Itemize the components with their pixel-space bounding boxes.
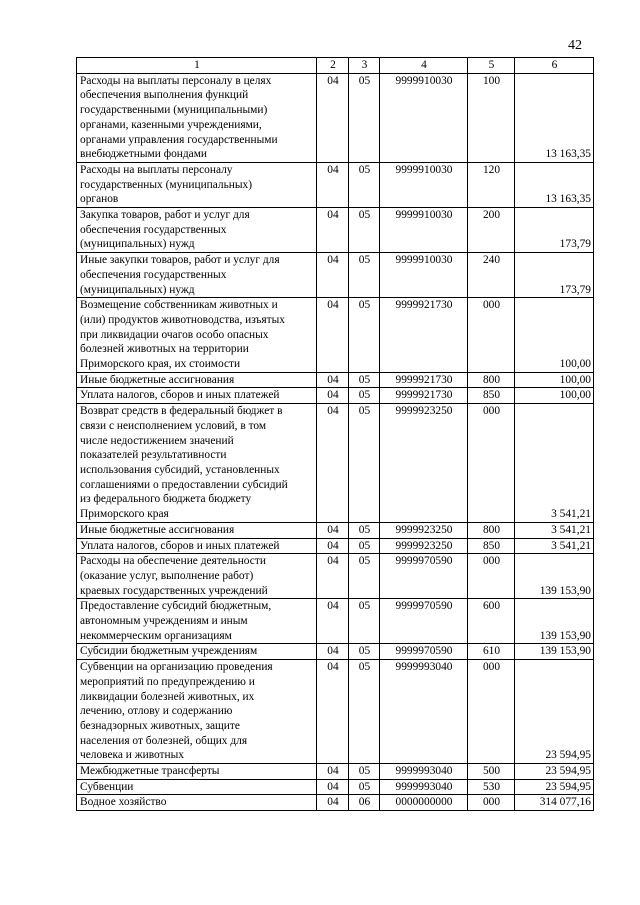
section-cell: 04 (317, 660, 349, 764)
target-code-cell: 9999923250 (380, 404, 468, 523)
amount-cell: 100,00 (515, 372, 594, 388)
expense-name-line: безнадзорных животных, защите (80, 719, 240, 732)
expense-name-line: государственных (муниципальных) (80, 178, 253, 191)
subsection-cell: 05 (349, 162, 380, 207)
expense-name-line: использования субсидий, установленных (80, 463, 280, 476)
target-code-cell: 9999970590 (380, 599, 468, 644)
expense-name-line: обеспечения государственных (80, 268, 227, 281)
section-cell: 04 (317, 599, 349, 644)
expense-name-cell (77, 522, 317, 538)
expense-name-cell (77, 554, 317, 599)
target-code-cell: 9999910030 (380, 73, 468, 162)
target-code-cell: 9999923250 (380, 522, 468, 538)
expense-name-cell (77, 208, 317, 253)
section-cell: 04 (317, 253, 349, 298)
section-cell: 04 (317, 554, 349, 599)
amount-cell: 139 153,90 (515, 599, 594, 644)
expense-name-line: органами, казенными учреждениями, (80, 118, 262, 131)
expense-name-line: Иные закупки товаров, работ и услуг для (80, 254, 280, 267)
subsection-cell: 05 (349, 372, 380, 388)
expense-name-line: Приморского края, их стоимости (80, 358, 241, 371)
subsection-cell: 05 (349, 599, 380, 644)
subsection-cell: 05 (349, 73, 380, 162)
target-code-cell: 9999910030 (380, 208, 468, 253)
expense-name-cell (77, 404, 317, 523)
section-cell: 04 (317, 73, 349, 162)
expense-name-line: Межбюджетные трансферты (80, 765, 220, 778)
expense-type-cell: 610 (468, 644, 515, 660)
expense-name-line: обеспечения государственных (80, 223, 227, 236)
amount-cell: 23 594,95 (515, 660, 594, 764)
subsection-cell: 05 (349, 779, 380, 795)
amount-cell: 13 163,35 (515, 73, 594, 162)
amount-cell: 3 541,21 (515, 522, 594, 538)
expense-type-cell: 600 (468, 599, 515, 644)
expense-name-line: (муниципальных) нужд (80, 238, 195, 251)
budget-table (76, 57, 594, 811)
section-cell: 04 (317, 404, 349, 523)
expense-name-line: (муниципальных) нужд (80, 283, 195, 296)
section-cell: 04 (317, 538, 349, 554)
expense-name-line: Уплата налогов, сборов и иных платежей (80, 389, 280, 402)
table-row (77, 644, 594, 660)
expense-name-line: обеспечения выполнения функций (80, 89, 249, 102)
expense-name-line: Субвенции на организацию проведения (80, 661, 273, 674)
expense-name-cell (77, 795, 317, 811)
subsection-cell: 05 (349, 298, 380, 373)
expense-name-line: мероприятий по предупреждению и (80, 675, 255, 688)
target-code-cell: 9999921730 (380, 298, 468, 373)
expense-type-cell: 850 (468, 388, 515, 404)
table-row (77, 599, 594, 644)
expense-name-cell (77, 764, 317, 780)
subsection-cell: 05 (349, 388, 380, 404)
target-code-cell: 9999921730 (380, 372, 468, 388)
expense-name-cell (77, 660, 317, 764)
expense-name-cell (77, 779, 317, 795)
table-row (77, 208, 594, 253)
expense-name-cell (77, 644, 317, 660)
expense-name-line: Водное хозяйство (80, 796, 167, 809)
table-row (77, 73, 594, 162)
expense-name-cell (77, 538, 317, 554)
target-code-cell: 9999993040 (380, 660, 468, 764)
expense-name-cell (77, 298, 317, 373)
amount-cell: 139 153,90 (515, 644, 594, 660)
column-header-3: 3 (349, 58, 380, 74)
expense-name-cell (77, 372, 317, 388)
table-row (77, 764, 594, 780)
subsection-cell: 06 (349, 795, 380, 811)
amount-cell: 173,79 (515, 208, 594, 253)
amount-cell: 100,00 (515, 388, 594, 404)
expense-name-cell (77, 599, 317, 644)
table-row (77, 298, 594, 373)
column-header-1: 1 (77, 58, 317, 74)
column-header-6: 6 (515, 58, 594, 74)
expense-name-line: числе недостижением значений (80, 434, 234, 447)
expense-name-line: Расходы на обеспечение деятельности (80, 555, 266, 568)
target-code-cell: 9999970590 (380, 554, 468, 599)
expense-name-line: Приморского края (80, 508, 169, 521)
table-row (77, 253, 594, 298)
section-cell: 04 (317, 644, 349, 660)
amount-cell: 13 163,35 (515, 162, 594, 207)
table-row (77, 388, 594, 404)
table-row (77, 660, 594, 764)
expense-name-line: государственными (муниципальными) (80, 104, 268, 117)
expense-type-cell: 800 (468, 522, 515, 538)
target-code-cell: 9999970590 (380, 644, 468, 660)
subsection-cell: 05 (349, 253, 380, 298)
table-row (77, 795, 594, 811)
expense-name-line: Расходы на выплаты персоналу (80, 163, 233, 176)
expense-type-cell: 000 (468, 795, 515, 811)
amount-cell: 23 594,95 (515, 779, 594, 795)
amount-cell: 139 153,90 (515, 554, 594, 599)
expense-type-cell: 240 (468, 253, 515, 298)
subsection-cell: 05 (349, 522, 380, 538)
amount-cell: 100,00 (515, 298, 594, 373)
expense-name-line: Возврат средств в федеральный бюджет в (80, 405, 283, 418)
expense-type-cell: 100 (468, 73, 515, 162)
expense-name-line: (или) продуктов животноводства, изъятых (80, 313, 286, 326)
subsection-cell: 05 (349, 764, 380, 780)
expense-name-line: показателей результативности (80, 449, 227, 462)
expense-name-line: внебюджетными фондами (80, 148, 208, 161)
section-cell: 04 (317, 795, 349, 811)
expense-name-line: Субсидии бюджетным учреждениям (80, 645, 258, 658)
expense-type-cell: 200 (468, 208, 515, 253)
expense-name-line: органами управления государственными (80, 133, 278, 146)
column-header-4: 4 (380, 58, 468, 74)
target-code-cell: 9999921730 (380, 388, 468, 404)
table-row (77, 538, 594, 554)
expense-name-line: краевых государственных учреждений (80, 584, 268, 597)
budget-table-body (77, 58, 594, 811)
target-code-cell: 0000000000 (380, 795, 468, 811)
expense-name-line: Уплата налогов, сборов и иных платежей (80, 539, 280, 552)
subsection-cell: 05 (349, 660, 380, 764)
amount-cell: 3 541,21 (515, 404, 594, 523)
table-row (77, 522, 594, 538)
column-number-row (77, 58, 594, 74)
expense-type-cell: 850 (468, 538, 515, 554)
amount-cell: 3 541,21 (515, 538, 594, 554)
expense-name-line: ликвидации болезней животных, их (80, 690, 255, 703)
expense-name-cell (77, 253, 317, 298)
expense-type-cell: 000 (468, 660, 515, 764)
expense-name-line: человека и животных (80, 749, 184, 762)
expense-name-line: Иные бюджетные ассигнования (80, 373, 235, 386)
section-cell: 04 (317, 779, 349, 795)
target-code-cell: 9999993040 (380, 779, 468, 795)
section-cell: 04 (317, 764, 349, 780)
expense-name-line: органов (80, 193, 119, 206)
target-code-cell: 9999910030 (380, 253, 468, 298)
table-row (77, 372, 594, 388)
column-header-2: 2 (317, 58, 349, 74)
expense-type-cell: 530 (468, 779, 515, 795)
table-row (77, 404, 594, 523)
target-code-cell: 9999910030 (380, 162, 468, 207)
expense-name-cell (77, 73, 317, 162)
expense-name-line: лечению, отлову и содержанию (80, 705, 233, 718)
target-code-cell: 9999923250 (380, 538, 468, 554)
expense-name-line: населения от болезней, общих для (80, 734, 248, 747)
amount-cell: 173,79 (515, 253, 594, 298)
subsection-cell: 05 (349, 554, 380, 599)
expense-name-cell (77, 162, 317, 207)
section-cell: 04 (317, 372, 349, 388)
section-cell: 04 (317, 162, 349, 207)
subsection-cell: 05 (349, 208, 380, 253)
expense-name-line: Иные бюджетные ассигнования (80, 523, 235, 536)
subsection-cell: 05 (349, 538, 380, 554)
expense-name-line: соглашениями о предоставлении субсидий (80, 478, 288, 491)
expense-name-line: из федерального бюджета бюджету (80, 493, 252, 506)
page-number: 42 (568, 38, 582, 53)
table-row (77, 162, 594, 207)
expense-name-line: болезней животных на территории (80, 343, 249, 356)
expense-name-line: Предоставление субсидий бюджетным, (80, 600, 272, 613)
expense-type-cell: 800 (468, 372, 515, 388)
expense-type-cell: 000 (468, 554, 515, 599)
expense-name-cell (77, 388, 317, 404)
expense-type-cell: 120 (468, 162, 515, 207)
expense-name-line: Расходы на выплаты персоналу в целях (80, 74, 272, 87)
expense-name-line: автономным учреждениям и иным (80, 615, 248, 628)
expense-name-line: (оказание услуг, выполнение работ) (80, 569, 254, 582)
amount-cell: 314 077,16 (515, 795, 594, 811)
expense-name-line: некоммерческим организациям (80, 629, 232, 642)
expense-name-line: Закупка товаров, работ и услуг для (80, 209, 250, 222)
expense-name-line: при ликвидации очагов особо опасных (80, 328, 269, 341)
expense-type-cell: 000 (468, 404, 515, 523)
subsection-cell: 05 (349, 404, 380, 523)
table-row (77, 554, 594, 599)
expense-type-cell: 500 (468, 764, 515, 780)
expense-name-line: связи с неисполнением условий, в том (80, 419, 267, 432)
section-cell: 04 (317, 208, 349, 253)
section-cell: 04 (317, 522, 349, 538)
amount-cell: 23 594,95 (515, 764, 594, 780)
column-header-5: 5 (468, 58, 515, 74)
table-row (77, 779, 594, 795)
target-code-cell: 9999993040 (380, 764, 468, 780)
section-cell: 04 (317, 298, 349, 373)
expense-type-cell: 000 (468, 298, 515, 373)
expense-name-line: Субвенции (80, 780, 134, 793)
subsection-cell: 05 (349, 644, 380, 660)
expense-name-line: Возмещение собственникам животных и (80, 299, 278, 312)
section-cell: 04 (317, 388, 349, 404)
